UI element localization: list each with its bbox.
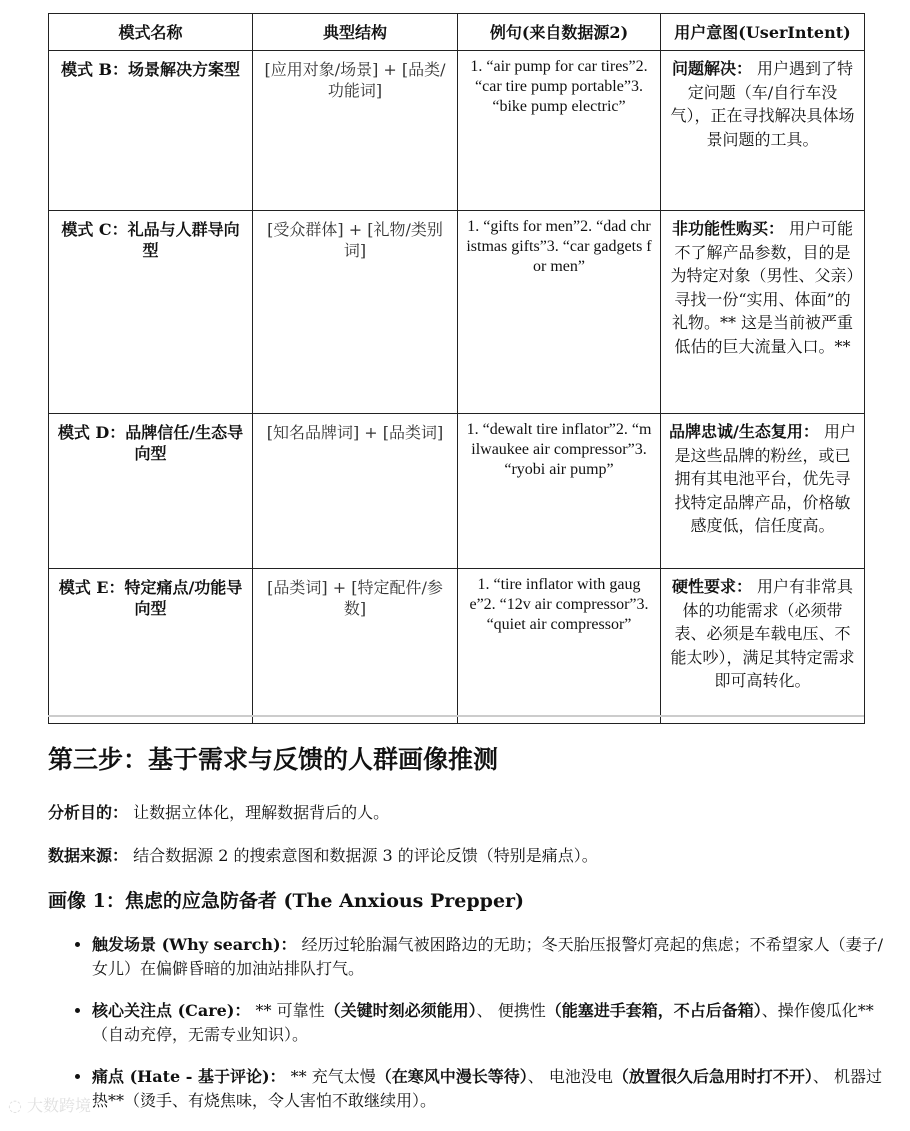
pattern-structure: [受众群体] + [礼物/类别词]	[253, 211, 458, 414]
pattern-name: 模式 D：品牌信任/生态导向型	[49, 414, 253, 569]
pattern-examples: 1. “air pump for car tires”2. “car tire pump portable”3. “bike pump electric”	[458, 51, 661, 211]
pattern-intent	[661, 569, 865, 724]
pattern-name: 模式 E：特定痛点/功能导向型	[49, 569, 253, 724]
purpose-text: 让数据立体化，理解数据背后的人。	[128, 803, 390, 822]
bullet-text: 、操作傻瓜化**（自动充停，无需专业知识）。	[92, 1001, 874, 1044]
bullet-text: 、 便携性	[476, 1001, 546, 1020]
intent-label: 问题解决：	[671, 59, 752, 78]
table-row	[49, 51, 865, 211]
list-item	[92, 1065, 892, 1113]
pattern-intent	[661, 414, 865, 569]
analysis-purpose	[48, 800, 389, 823]
pattern-name: 模式 B：场景解决方案型	[49, 51, 253, 211]
bullet-emphasis: （能塞进手套箱，不占后备箱）	[545, 1001, 762, 1020]
bullet-text: 经历过轮胎漏气被困路边的无助；冬天胎压报警灯亮起的焦虑；不希望家人（妻子/女儿）在偏僻昏暗的加油站排队打气。	[92, 935, 884, 978]
pattern-structure: [知名品牌词] + [品类词]	[253, 414, 458, 569]
bullet-label: 痛点 (Hate - 基于评论)：	[92, 1067, 286, 1086]
pattern-examples: 1. “dewalt tire inflator”2. “milwaukee air compressor”3. “ryobi air pump”	[458, 414, 661, 569]
header-pattern-name: 模式名称	[49, 14, 253, 51]
section-divider	[48, 715, 864, 717]
bullet-label: 触发场景 (Why search)：	[92, 935, 297, 954]
table-row	[49, 211, 865, 414]
pattern-name: 模式 C：礼品与人群导向型	[49, 211, 253, 414]
watermark	[8, 1093, 91, 1116]
patterns-table	[48, 13, 865, 724]
pattern-examples: 1. “gifts for men”2. “dad christmas gifts”3. “car gadgets for men”	[458, 211, 661, 414]
header-structure: 典型结构	[253, 14, 458, 51]
intent-label: 品牌忠诚/生态复用：	[669, 422, 819, 441]
intent-text: 用户是这些品牌的粉丝，或已拥有其电池平台，优先寻找特定品牌产品，价格敏感度低，信任度高。	[674, 422, 856, 535]
pattern-examples: 1. “tire inflator with gauge”2. “12v air compressor”3. “quiet air compressor”	[458, 569, 661, 724]
bullet-emphasis: （在寒风中漫长等待）	[375, 1067, 528, 1086]
bullet-text: 、 机器过热**（烫手、有烧焦味，令人害怕不敢继续用）。	[92, 1067, 882, 1110]
purpose-label: 分析目的：	[48, 803, 129, 822]
table-row	[49, 569, 865, 724]
bullet-emphasis: （放置很久后急用时打不开）	[612, 1067, 813, 1086]
patterns-table-wrap	[48, 13, 864, 724]
table-header-row	[49, 14, 865, 51]
data-source	[48, 843, 598, 866]
intent-text: 用户可能不了解产品参数，目的是为特定对象（男性、父亲）寻找一份“实用、体面”的礼物。** 这是当前被严重低估的巨大流量入口。**	[670, 219, 855, 356]
intent-text: 用户有非常具体的功能需求（必须带表、必须是车载电压、不能太吵），满足其特定需求即可高转化。	[670, 577, 855, 690]
source-text: 结合数据源 2 的搜索意图和数据源 3 的评论反馈（特别是痛点）。	[128, 846, 598, 865]
intent-label: 非功能性购买：	[671, 219, 784, 238]
section-title: 第三步：基于需求与反馈的人群画像推测	[48, 745, 499, 774]
watermark-text: 大数跨境	[27, 1096, 92, 1115]
intent-text: 用户遇到了特定问题（车/自行车没气），正在寻找解决具体场景问题的工具。	[670, 59, 855, 149]
persona-title: 画像 1：焦虑的应急防备者 (The Anxious Prepper)	[48, 890, 525, 912]
table-row	[49, 414, 865, 569]
bullet-text: ** 充气太慢	[285, 1067, 376, 1086]
bullet-text: 、 电池没电	[527, 1067, 613, 1086]
pattern-structure: [应用对象/场景] + [品类/功能词]	[253, 51, 458, 211]
list-item	[92, 933, 892, 981]
list-item	[92, 999, 892, 1047]
pattern-intent	[661, 51, 865, 211]
bullet-emphasis: （关键时刻必须能用）	[324, 1001, 477, 1020]
bullet-text: ** 可靠性	[250, 1001, 325, 1020]
header-user-intent: 用户意图(UserIntent)	[661, 14, 865, 51]
watermark-icon: ◌	[8, 1096, 28, 1115]
persona-bullets	[70, 933, 892, 1131]
source-label: 数据来源：	[48, 846, 129, 865]
pattern-structure: [品类词] + [特定配件/参数]	[253, 569, 458, 724]
pattern-intent	[661, 211, 865, 414]
bullet-label: 核心关注点 (Care)：	[92, 1001, 251, 1020]
header-examples: 例句(来自数据源2)	[458, 14, 661, 51]
intent-label: 硬性要求：	[671, 577, 752, 596]
